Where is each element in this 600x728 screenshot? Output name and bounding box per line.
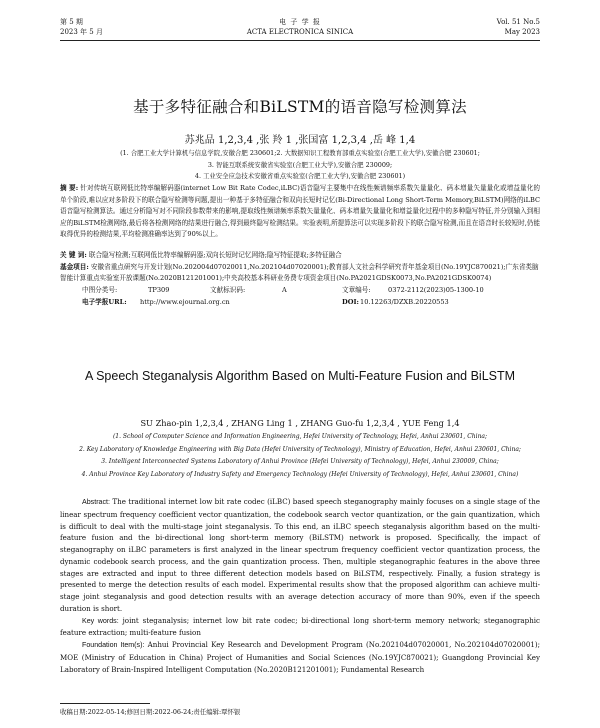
journal-name-en: ACTA ELECTRONICA SINICA xyxy=(246,28,354,36)
funding-cn-text: 安徽省重点研究与开发计划(No.202004d07020011,No.202104d07020001);教育部人文社会科学研究青年基金项目(No.19YJC870021);广东省类脑智能计算重点实验室开放课题(No.2020B121201001);中央高校基本科研业务费专项资金项目(No.PA2021GDSK0073,No.PA2021GDSK0074) xyxy=(60,262,539,283)
affiliation-cn-line: (1. 合肥工业大学计算机与信息学院,安徽合肥 230601;2. 大数据知识工程教育部重点实验室(合肥工业大学),安徽合肥 230601; xyxy=(120,149,480,157)
abstract-cn xyxy=(60,183,540,241)
affiliation-en-line: 3. Intelligent Interconnected Systems Laboratory of Anhui Province (Hefei University of Technology), Hefei, Anhui 230009, China; xyxy=(101,458,499,466)
issue-cn: 第 5 期 xyxy=(60,18,83,26)
affiliation-en-line: 4. Anhui Province Key Laboratory of Industry Safety and Emergency Technology (Hefei University of Technology), Hefei, Anhui 230601, China) xyxy=(81,470,519,478)
affiliation-en-line: (1. School of Computer Science and Information Engineering, Hefei University of Technology, Hefei, Anhui 230601, China; xyxy=(112,433,488,440)
keywords-cn-text: 联合隐写检测;互联网低比特率编解码器;双向长短时记忆网络;隐写特征提取;多特征融合 xyxy=(88,251,342,259)
keywords-cn-label: 关 键 词: xyxy=(60,251,87,259)
abstract-en-label: Abstract: xyxy=(82,498,110,506)
doc-code-value: A xyxy=(282,285,287,294)
abstract-en-text: The traditional internet low bit rate codec (iLBC) based speech steganography mainly focuses on a single stage of the linear spectrum frequency coefficient vector quantization, the codebook search vector quantization, or the gain quantization, which is difficult to deal with the multi-stage joint steganalysis. To this end, an iLBC speech steganalysis algorithm based on the multi-feature fusion and the bi-directional long short-term memory (BiLSTM) network is proposed. Specifically, the impact of steganography on iLBC parameters is first analyzed in the linear spectrum frequency coefficient vector quantization process, the dynamic codebook search process, and the gain quantization process. Then, multiple steganographic features in the above three stages are extracted and input to three different detection models based on BiLSTM, respectively. Finally, a fusion strategy is presented to merge the detection results of each model. Experimental results show that the proposed algorithm can achieve multi-stage joint steganalysis and good detection results with an average detection accuracy of more than 90%, even if the speech duration is short. xyxy=(60,497,540,613)
funding-en-label: Foundation Item(s): xyxy=(82,641,145,649)
header-center xyxy=(60,17,540,37)
funding-cn xyxy=(60,262,540,285)
keywords-en xyxy=(60,615,540,640)
received-dates-footnote: 收稿日期:2022-05-14;修回日期:2022-06-24;责任编辑:覃怀银 xyxy=(60,708,241,716)
affiliations-cn xyxy=(60,148,540,183)
affiliation-cn-line: 4. 工业安全应急技术安徽省重点实验室(合肥工业大学),安徽合肥 230601) xyxy=(194,172,406,180)
article-no-value: 0372-2112(2023)05-1300-10 xyxy=(388,285,484,294)
title-cn: 基于多特征融合和BiLSTM的语音隐写检测算法 xyxy=(133,98,467,116)
keywords-en-label: Key words: xyxy=(82,616,119,625)
journal-name-cn: 电 子 学 报 xyxy=(279,18,321,26)
date-cn: 2023 年 5 月 xyxy=(60,28,103,36)
affiliations-en xyxy=(60,431,540,481)
abstract-cn-text: 针对传统互联网低比特率编解码器(internet Low Bit Rate Codec,iLBC)语音隐写主要集中在线性频谱频率系数矢量量化、码本增量矢量量化或增益量化的单个阶段,难以应对多阶段下的联合隐写检测等问题,提出一种基于多特征融合和双向长短时记忆(Bi-Directional Long Short-Term Memory,BiLSTM)网络的iLBC语音隐写检测算法。通过分析隐写对不同阶段参数带来的影响,提取线性频谱频率系数矢量量化、码本增量矢量量化和增益量化过程中的多种隐写特征,并分别输入到相应的BiLSTM检测网络,最后将各检测网络的结果进行融合,得到最终隐写检测结果。实验表明,所提算法可以实现多阶段下的联合隐写检测,而且在语音时长较短时,仍能取得优异的检测结果,平均检测准确率达到了90%以上。 xyxy=(60,184,540,239)
header-right xyxy=(497,17,540,37)
footnote-rule xyxy=(60,703,150,704)
affiliation-cn-line: 3. 智能互联系统安徽省实验室(合肥工业大学),安徽合肥 230009; xyxy=(207,160,393,169)
header-rule xyxy=(60,40,540,41)
title-en: A Speech Steganalysis Algorithm Based on Multi-Feature Fusion and BiLSTM xyxy=(84,369,516,383)
volume-number: Vol. 51 No.5 xyxy=(496,18,540,26)
url-label: 电子学报URL: xyxy=(82,297,127,306)
authors-en: SU Zhao-pin 1,2,3,4 , ZHANG Ling 1 , ZHANG Guo-fu 1,2,3,4 , YUE Feng 1,4 xyxy=(140,418,460,428)
url-row xyxy=(60,297,540,309)
classification-row xyxy=(60,285,540,297)
article-no-label: 文章编号: xyxy=(342,285,371,294)
clc-value: TP309 xyxy=(148,285,170,294)
affiliation-en-line: 2. Key Laboratory of Knowledge Engineering with Big Data (Hefei University of Technology), Ministry of Education, Hefei, Anhui 230601, China; xyxy=(79,445,521,453)
authors-cn: 苏兆品 1,2,3,4 ,张 羚 1 ,张国富 1,2,3,4 ,岳 峰 1,4 xyxy=(184,135,416,146)
metadata-cn xyxy=(60,250,540,309)
clc-label: 中图分类号: xyxy=(82,285,118,294)
funding-cn-label: 基金项目: xyxy=(60,262,89,271)
keywords-en-text: joint steganalysis; internet low bit rate codec; bi-directional long short-term memory network; steganographic feature extraction; multi-feature fusion xyxy=(60,615,540,638)
journal-url[interactable]: http://www.ejournal.org.cn xyxy=(140,297,230,306)
keywords-cn xyxy=(60,250,540,262)
date-en: May 2023 xyxy=(504,28,540,36)
funding-en xyxy=(60,639,540,675)
abstract-cn-label: 摘 要: xyxy=(60,184,79,192)
doi-label: DOI: xyxy=(342,297,359,306)
doc-code-label: 文献标识码: xyxy=(210,285,246,294)
funding-en-text: Anhui Provincial Key Research and Development Program (No.202104d07020001, No.202104d07020001); MOE (Ministry of Education in China) Project of Humanities and Social Sciences (No.19YJC870021); Guangdong Provincial Key Laboratory of Brain-Inspired Intelligent Computation (No.2020B121201001); Fundamental Research xyxy=(60,640,540,674)
doi-value[interactable]: 10.12263/DZXB.20220553 xyxy=(360,297,449,306)
abstract-en-block xyxy=(60,496,540,675)
abstract-en xyxy=(60,496,540,615)
